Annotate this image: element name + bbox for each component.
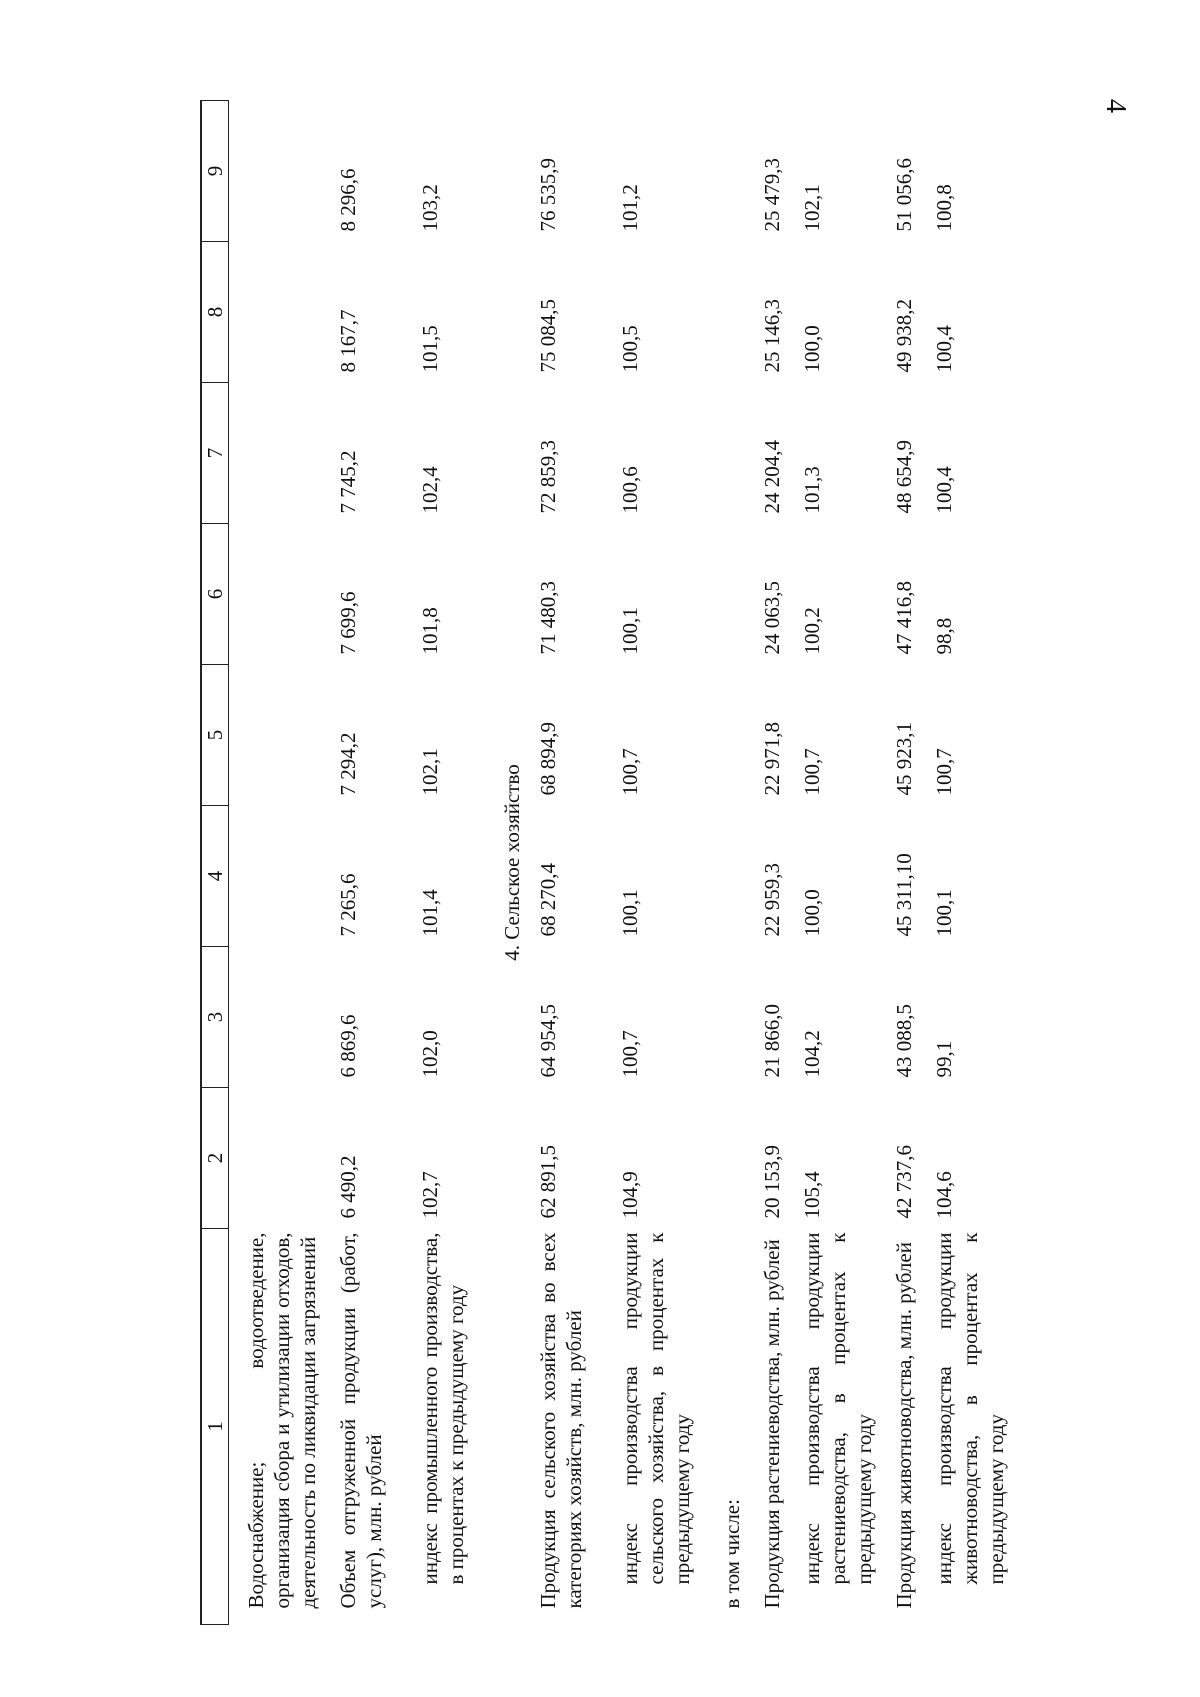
table-cell: 20 153,9 [760,1145,784,1219]
table-cell: 100,0 [800,325,824,373]
table-cell: 71 480,3 [536,581,560,655]
table-cell: 100,7 [618,1030,642,1078]
table-cell: 100,8 [932,184,956,232]
table-cell: 24 063,5 [760,581,784,655]
table-cell: 103,2 [418,184,442,232]
table-cell: 101,2 [618,184,642,232]
table-cell: 7 294,2 [336,732,360,796]
table-cell: 102,1 [418,748,442,796]
column-header-2: 2 [201,1088,229,1229]
table-cell: 101,5 [418,325,442,373]
table-cell: 62 891,5 [536,1145,560,1219]
table-cell: 64 954,5 [536,1004,560,1078]
table-cell: 100,4 [932,466,956,514]
table-cell: 100,7 [800,748,824,796]
table-cell: 104,6 [932,1171,956,1219]
table-cell: 104,9 [618,1171,642,1219]
table-cell: 100,5 [618,325,642,373]
table-cell: 100,7 [932,748,956,796]
table-cell: 75 084,5 [536,299,560,373]
table-cell: 68 894,9 [536,722,560,796]
table-cell: 7 265,6 [336,873,360,937]
table-cell: 99,1 [932,1040,956,1078]
page-number: 4 [1100,99,1131,113]
table-cell: 25 479,3 [760,158,784,232]
table-row-crop-production [745,101,785,1625]
table-row-livestock-index [917,101,1009,1625]
table-cell: 7 699,6 [336,591,360,655]
row-label-livestock-production: Продукция животноводства, млн. рублей [892,1242,916,1609]
table-cell: 101,3 [800,466,824,514]
column-header-3: 3 [201,947,229,1088]
table-cell: 45 923,1 [892,722,916,796]
table-cell: 48 654,9 [892,440,916,514]
table-cell: 22 971,8 [760,722,784,796]
table-cell: 47 416,8 [892,581,916,655]
table-row-shipped-volume [321,101,387,1625]
table-row-water-supply [229,101,322,1625]
statistics-table [200,100,1009,1625]
section-title: 4. Сельское хозяйство [500,764,524,961]
table-cell: 42 737,6 [892,1145,916,1219]
table-cell: 22 959,3 [760,863,784,937]
row-label-agriculture-total: Продукция сельского хозяйства во всех категориях хозяйств, млн. рублей [536,1232,586,1609]
column-header-1: 1 [201,1229,229,1625]
table-cell: 100,6 [618,466,642,514]
row-label-water-supply: Водоснабжение; водоотведение, организация сбора и утилизации отходов, деятельность по ликвидации загрязнений [244,1232,320,1609]
column-header-5: 5 [201,665,229,806]
table-cell: 24 204,4 [760,440,784,514]
subheader-including: в том числе: [720,1499,744,1609]
table-cell: 51 056,6 [892,158,916,232]
column-header-9: 9 [201,101,229,242]
table-cell: 100,4 [932,325,956,373]
table-cell: 6 869,6 [336,1014,360,1078]
table-cell: 6 490,2 [336,1155,360,1219]
row-label-shipped-volume: Объем отгруженной продукции (работ, услуг), млн. рублей [336,1232,386,1609]
table-cell: 98,8 [932,617,956,655]
table-cell: 102,4 [418,466,442,514]
table-cell: 49 938,2 [892,299,916,373]
table-cell: 104,2 [800,1030,824,1078]
subheader-row [695,101,745,1625]
table-cell: 105,4 [800,1171,824,1219]
table-cell: 43 088,5 [892,1004,916,1078]
column-header-7: 7 [201,383,229,524]
table-cell: 100,1 [932,889,956,937]
table-cell: 102,0 [418,1030,442,1078]
column-header-4: 4 [201,806,229,947]
table-cell: 102,7 [418,1171,442,1219]
table-cell: 101,4 [418,889,442,937]
table-cell: 25 146,3 [760,299,784,373]
table-cell: 7 745,2 [336,450,360,514]
table-cell: 100,2 [800,607,824,655]
row-label-agriculture-index: индекс производства продукции сельского хозяйства, в процентах к предыдущему году [618,1232,694,1585]
rotated-page-content [200,100,1008,1625]
table-row-agriculture-index [587,101,695,1625]
column-header-8: 8 [201,242,229,383]
table-cell: 8 167,7 [336,309,360,373]
table-row-livestock-production [877,101,917,1625]
table-cell: 21 866,0 [760,1004,784,1078]
table-cell: 101,8 [418,607,442,655]
table-cell: 8 296,6 [336,168,360,232]
row-label-crop-production: Продукция растениеводства, млн. рублей [760,1239,784,1609]
table-cell: 102,1 [800,184,824,232]
table-cell: 76 535,9 [536,158,560,232]
table-cell: 100,0 [800,889,824,937]
table-header [201,101,229,1625]
table-cell: 45 311,10 [892,853,916,937]
table-row-crop-index [785,101,877,1625]
table-cell: 100,1 [618,889,642,937]
table-cell: 100,7 [618,748,642,796]
row-label-crop-index: индекс производства продукции растениеводства, в процентах к предыдущему году [800,1232,876,1585]
table-cell: 100,1 [618,607,642,655]
row-label-industrial-index: индекс промышленного производства, в процентах к предыдущему году [418,1232,468,1585]
table-cell: 72 859,3 [536,440,560,514]
table-row-industrial-index [387,101,469,1625]
table-row-agriculture-total [535,101,587,1625]
table-cell: 68 270,4 [536,863,560,937]
row-label-livestock-index: индекс производства продукции животноводства, в процентах к предыдущему году [932,1232,1008,1585]
column-header-6: 6 [201,524,229,665]
section-row [469,101,535,1625]
